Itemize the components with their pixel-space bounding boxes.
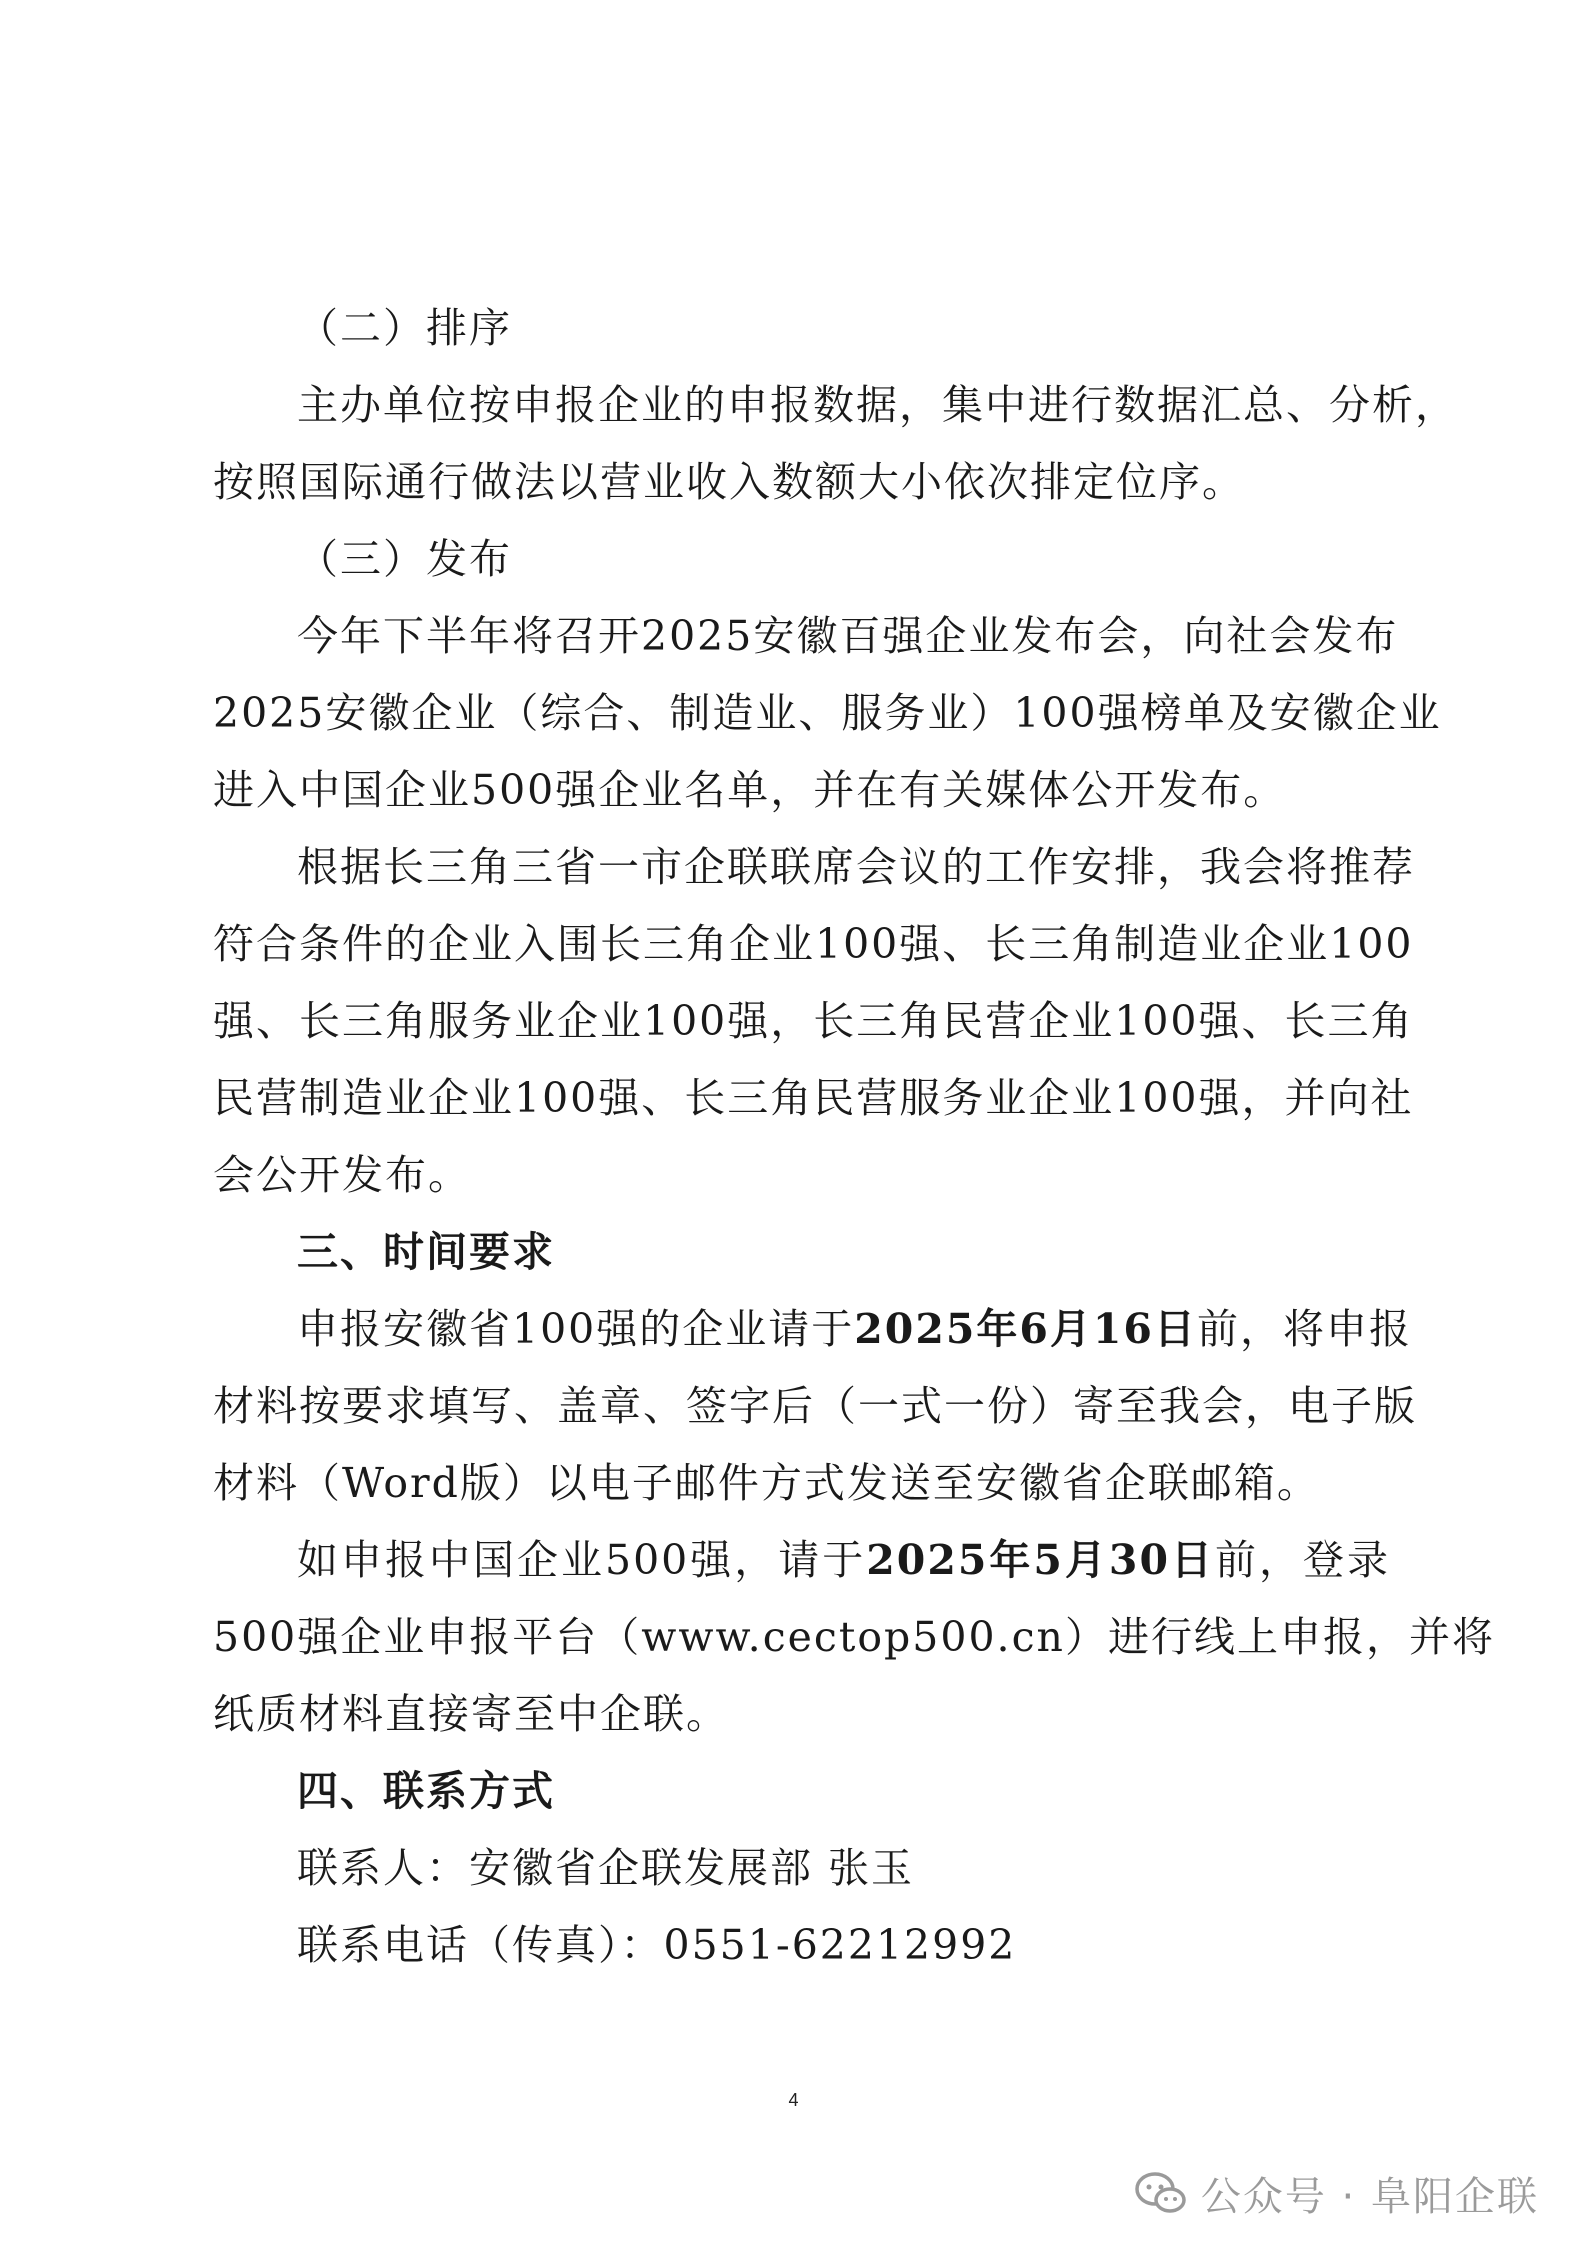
document-body bbox=[213, 290, 1495, 1984]
paragraph-line-url: 500强企业申报平台（www.cectop500.cn）进行线上申报，并将 bbox=[213, 1613, 1495, 1661]
paragraph-line: 主办单位按申报企业的申报数据，集中进行数据汇总、分析， bbox=[297, 381, 1458, 429]
contact-person: 联系人：安徽省企联发展部 张玉 bbox=[297, 1844, 915, 1892]
section-heading-contact: 四、联系方式 bbox=[297, 1767, 555, 1815]
watermark bbox=[1135, 2158, 1539, 2228]
watermark-text: 公众号 · 阜阳企联 bbox=[1200, 2173, 1539, 2220]
paragraph-line: 会公开发布。 bbox=[213, 1151, 471, 1199]
deadline-date: 2025年6月16日 bbox=[854, 1305, 1197, 1353]
paragraph-line: 符合条件的企业入围长三角企业100强、长三角制造业企业100 bbox=[213, 920, 1414, 968]
paragraph-line: 按照国际通行做法以营业收入数额大小依次排定位序。 bbox=[213, 458, 1245, 506]
paragraph-line: 今年下半年将召开2025安徽百强企业发布会，向社会发布 bbox=[297, 612, 1399, 660]
paragraph-line: 2025安徽企业（综合、制造业、服务业）100强榜单及安徽企业 bbox=[213, 689, 1442, 737]
subheading-sorting: （二）排序 bbox=[297, 304, 512, 352]
contact-phone: 联系电话（传真）：0551-62212992 bbox=[297, 1921, 1017, 1969]
paragraph-line: 强、长三角服务业企业100强，长三角民营企业100强、长三角 bbox=[213, 997, 1414, 1045]
paragraph-line: 民营制造业企业100强、长三角民营服务业企业100强，并向社 bbox=[213, 1074, 1414, 1122]
paragraph-line: 进入中国企业500强企业名单，并在有关媒体公开发布。 bbox=[213, 766, 1287, 814]
page-number: 4 bbox=[788, 2090, 799, 2110]
wechat-icon bbox=[1135, 2171, 1187, 2215]
paragraph-line: 材料按要求填写、盖章、签字后（一式一份）寄至我会，电子版 bbox=[213, 1382, 1417, 1430]
paragraph-line-deadline: 如申报中国企业500强，请于2025年5月30日前，登录 bbox=[297, 1536, 1391, 1584]
section-heading-time: 三、时间要求 bbox=[297, 1228, 555, 1276]
paragraph-line-deadline: 申报安徽省100强的企业请于2025年6月16日前，将申报 bbox=[297, 1305, 1412, 1353]
subheading-publish: （三）发布 bbox=[297, 535, 512, 583]
deadline-date: 2025年5月30日 bbox=[866, 1536, 1215, 1584]
paragraph-line: 材料（Word版）以电子邮件方式发送至安徽省企联邮箱。 bbox=[213, 1459, 1320, 1507]
paragraph-line: 根据长三角三省一市企联联席会议的工作安排，我会将推荐 bbox=[297, 843, 1415, 891]
paragraph-line: 纸质材料直接寄至中企联。 bbox=[213, 1690, 729, 1738]
